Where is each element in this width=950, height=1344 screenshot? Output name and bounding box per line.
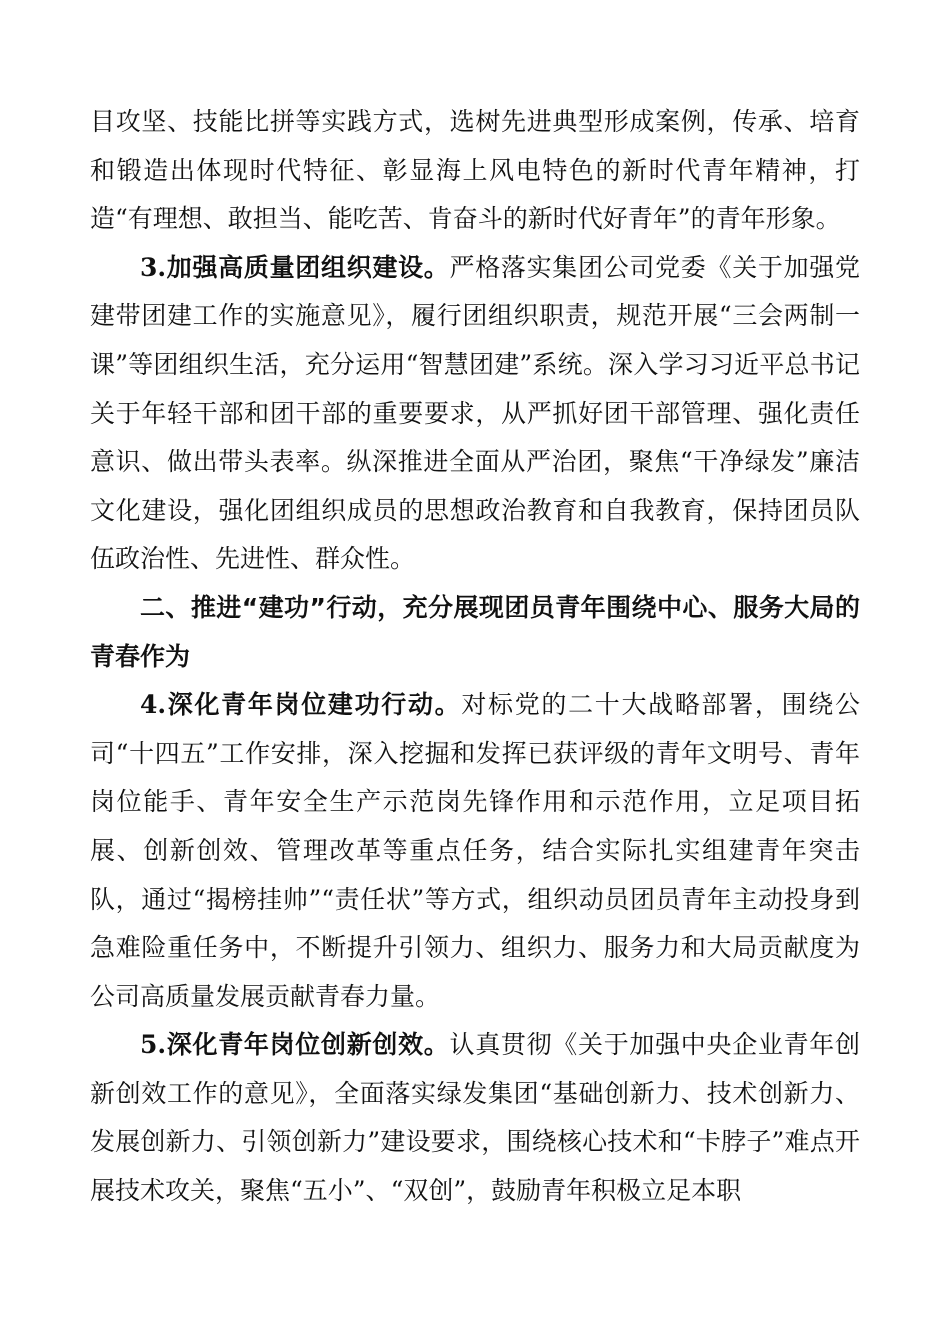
paragraph-item-5 [90, 1021, 860, 1215]
paragraph-item-3 [90, 244, 860, 584]
item-5-title: 5.深化青年岗位创新创效。 [140, 1030, 450, 1060]
item-3-body: 严格落实集团公司党委《关于加强党建带团建工作的实施意见》，履行团组织职责，规范开展“三会两制一课”等团组织生活，充分运用“智慧团建”系统。深入学习习近平总书记关于年轻干部和团干部的重要要求，从严抓好团干部管理、强化责任意识、做出带头表率。纵深推进全面从严治团，聚焦“干净绿发”廉洁文化建设，强化团组织成员的思想政治教育和自我教育，保持团员队伍政治性、先进性、群众性。 [90, 252, 860, 574]
item-3-title: 3.加强高质量团组织建设。 [140, 252, 450, 282]
item-4-title: 4.深化青年岗位建功行动。 [140, 690, 462, 720]
section-heading-2: 二、推进“建功”行动，充分展现团员青年围绕中心、服务大局的青春作为 [90, 592, 860, 671]
paragraph-item-4 [90, 681, 860, 1021]
item-4-body: 对标党的二十大战略部署，围绕公司“十四五”工作安排，深入挖掘和发挥已获评级的青年文明号、青年岗位能手、青年安全生产示范岗先锋作用和示范作用，立足项目拓展、创新创效、管理改革等重点任务，结合实际扎实组建青年突击队，通过“揭榜挂帅”“责任状”等方式，组织动员团员青年主动投身到急难险重任务中，不断提升引领力、组织力、服务力和大局贡献度为公司高质量发展贡献青春力量。 [90, 690, 860, 1011]
paragraph-continuation: 目攻坚、技能比拼等实践方式，选树先进典型形成案例，传承、培育和锻造出体现时代特征、彰显海上风电特色的新时代青年精神，打造“有理想、敢担当、能吃苦、肯奋斗的新时代好青年”的青年形象。 [90, 107, 860, 234]
document-page [90, 98, 860, 1216]
item-5-body: 认真贯彻《关于加强中央企业青年创新创效工作的意见》，全面落实绿发集团“基础创新力、技术创新力、发展创新力、引领创新力”建设要求，围绕核心技术和“卡脖子”难点开展技术攻关，聚焦“五小”、“双创”，鼓励青年积极立足本职 [90, 1030, 860, 1206]
